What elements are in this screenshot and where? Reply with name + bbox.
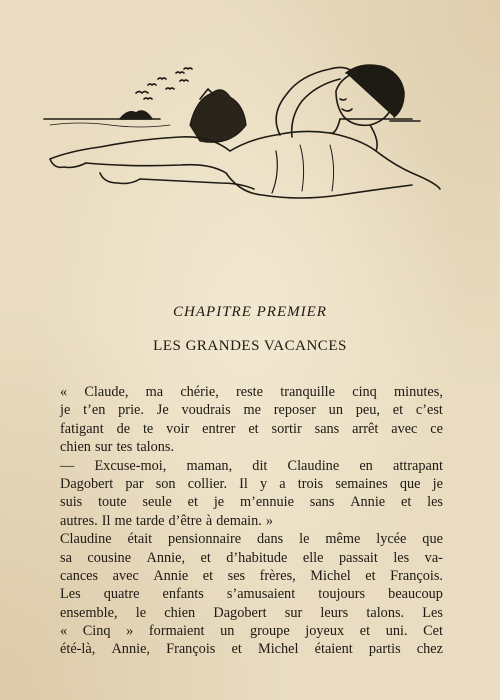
text-line: fatigant de te voir entrer et sortir sans arrêt avec ce (60, 420, 443, 437)
text-line: été-là, Annie, François et Michel étaient partis chez (60, 641, 443, 658)
text-line: « Claude, ma chérie, reste tranquille cinq minutes, (60, 384, 443, 400)
text-line: autres. Il me tarde d’être à demain. » (60, 512, 274, 529)
text-line: Les quatre enfants s’amusaient toujours beaucoup (60, 586, 443, 603)
text-line: Dagobert par son collier. Il y a trois semaines que je (60, 475, 443, 492)
text-line: je t’en prie. Je voudrais me reposer un peu, et c’est (60, 402, 443, 419)
chapter-label: CHAPITRE PREMIER (173, 304, 327, 320)
chapter-illustration (40, 55, 450, 205)
text-line: sa cousine Annie, et d’habitude elle passait les va- (60, 549, 443, 566)
text-line: Claudine était pensionnaire dans le même lycée que (60, 531, 443, 548)
body-text (60, 383, 443, 659)
text-line: chien sur tes talons. (60, 439, 175, 456)
text-line: « Cinq » formaient un groupe joyeux et uni. Cet (60, 623, 443, 640)
text-line: — Excuse-moi, maman, dit Claudine en attrapant (60, 457, 443, 474)
text-line: ensemble, le chien Dagobert sur leurs talons. Les (60, 604, 443, 621)
text-line: cances avec Annie et ses frères, Michel et François. (60, 567, 443, 584)
chapter-title: LES GRANDES VACANCES (153, 338, 347, 354)
text-line: suis toute seule et je m’ennuie sans Annie et les (60, 494, 443, 511)
